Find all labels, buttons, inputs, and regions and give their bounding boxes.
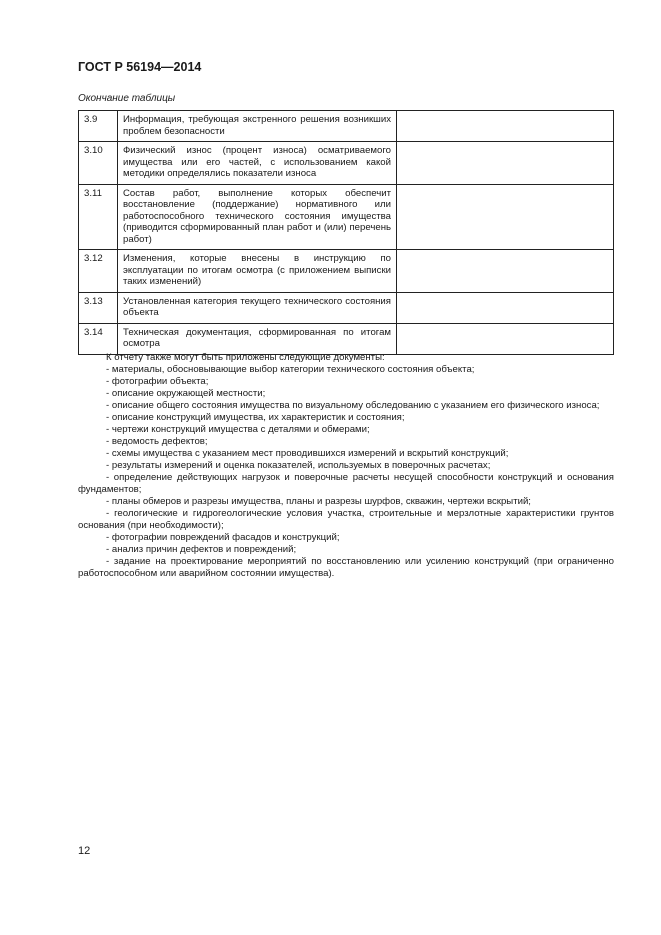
list-intro: К отчету также могут быть приложены следующие документы: [106,352,385,363]
row-text: Состав работ, выполнение которых обеспечит восстановление (поддержание) нормативного или работоспособного технического состояния имущества (приводится сформированный план работ и (или) перечень работ) [118,184,397,250]
table-row [79,292,614,323]
row-number: 3.14 [79,323,118,354]
table-row [79,184,614,250]
row-value-cell [397,184,614,250]
row-value-cell [397,142,614,185]
list-item: - описание окружающей местности; [106,388,266,399]
row-value-cell [397,292,614,323]
list-item: - геологические и гидрогеологические условия участка, строительные и мерзлотные характеристики грунтов основания (при необходимости); [78,508,614,531]
row-value-cell [397,250,614,293]
list-item: - фотографии повреждений фасадов и конструкций; [106,532,340,543]
row-value-cell [397,111,614,142]
list-item: - чертежи конструкций имущества с деталями и обмерами; [106,424,370,435]
table-row [79,250,614,293]
table-row [79,142,614,185]
list-item: - задание на проектирование мероприятий по восстановлению или усилению конструкций (при ограниченно работоспособном или аварийном состоянии имущества). [78,556,614,579]
list-item: - фотографии объекта; [106,376,209,387]
table-row [79,323,614,354]
list-item: - описание общего состояния имущества по визуальному обследованию с указанием его физического износа; [106,400,600,411]
list-item: - планы обмеров и разрезы имущества, планы и разрезы шурфов, скважин, чертежи вскрытий; [106,496,531,507]
row-text: Установленная категория текущего технического состояния объекта [118,292,397,323]
row-number: 3.9 [79,111,118,142]
list-item: - результаты измерений и оценка показателей, используемых в поверочных расчетах; [106,460,491,471]
table-caption: Окончание таблицы [78,93,176,104]
attachments-list [78,352,614,580]
page-number: 12 [78,845,91,857]
row-text: Информация, требующая экстренного решения возникших проблем безопасности [118,111,397,142]
list-item: - материалы, обосновывающие выбор категории технического состояния объекта; [106,364,475,375]
document-header: ГОСТ Р 56194—2014 [78,60,202,74]
row-text: Физический износ (процент износа) осматриваемого имущества или его частей, с использованием какой методики определялись показатели износа [118,142,397,185]
row-number: 3.13 [79,292,118,323]
row-number: 3.12 [79,250,118,293]
row-text: Техническая документация, сформированная по итогам осмотра [118,323,397,354]
list-item: - определение действующих нагрузок и поверочные расчеты несущей способности конструкций и основания фундаментов; [78,472,614,495]
list-item: - схемы имущества с указанием мест проводившихся измерений и вскрытий конструкций; [106,448,509,459]
list-item: - ведомость дефектов; [106,436,208,447]
row-number: 3.10 [79,142,118,185]
row-text: Изменения, которые внесены в инструкцию по эксплуатации по итогам осмотра (с приложением выписки таких изменений) [118,250,397,293]
row-value-cell [397,323,614,354]
list-item: - описание конструкций имущества, их характеристик и состояния; [106,412,405,423]
row-number: 3.11 [79,184,118,250]
list-item: - анализ причин дефектов и повреждений; [106,544,297,555]
report-table [78,110,614,355]
table-row [79,111,614,142]
